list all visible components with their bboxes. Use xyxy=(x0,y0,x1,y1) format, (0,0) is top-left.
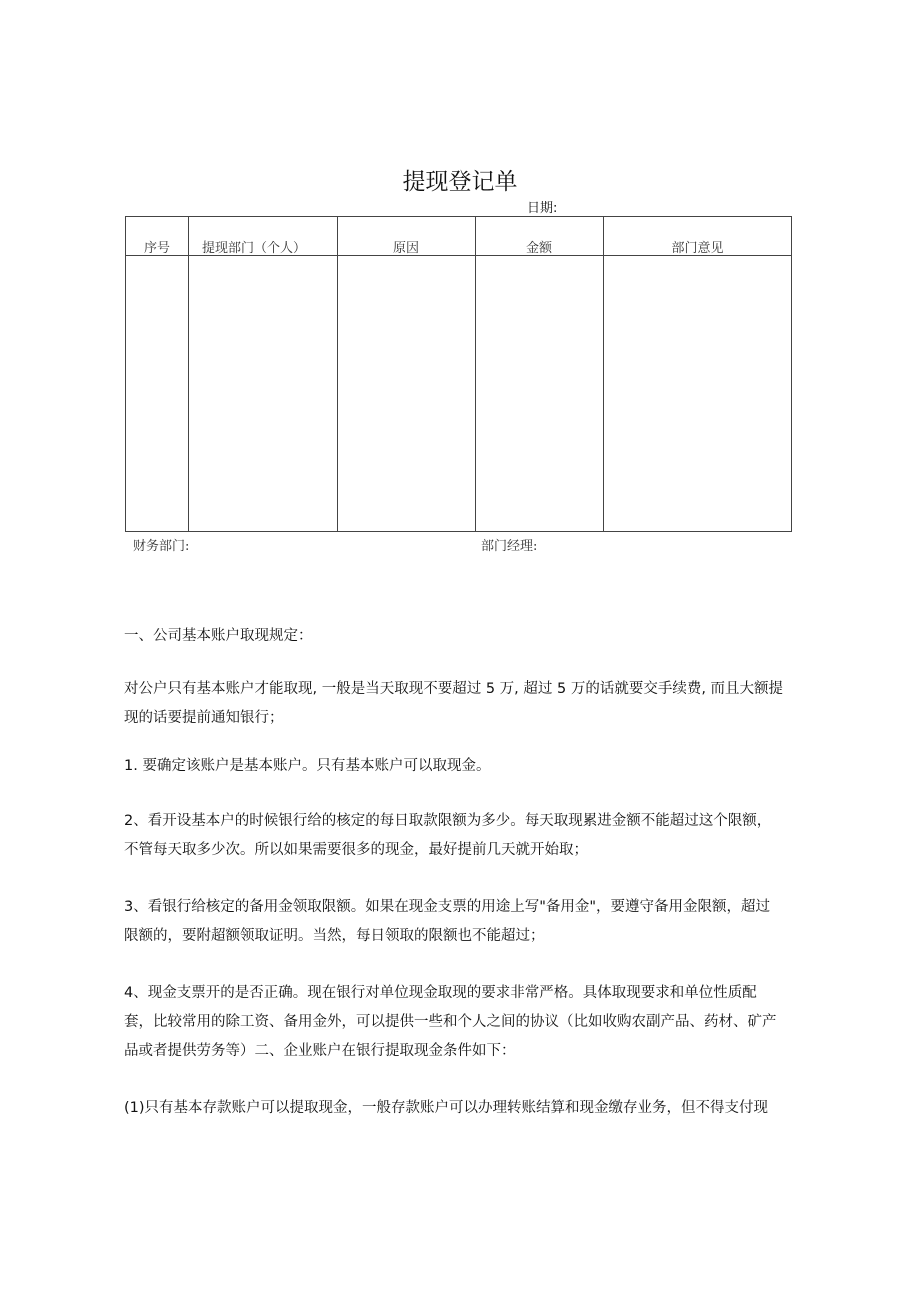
header-amount: 金额 xyxy=(525,241,552,256)
dept-manager-label: 部门经理: xyxy=(481,539,538,554)
header-department: 提现部门（个人） xyxy=(202,241,307,256)
text-line: 套，比较常用的除工资、备用金外，可以提供一些和个人之间的协议（比如收购农副产品、药材、矿产 xyxy=(124,1014,777,1030)
section-heading xyxy=(124,622,313,651)
header-serial: 序号 xyxy=(143,241,170,256)
registration-table xyxy=(125,216,792,532)
text-line: 2、看开设基本户的时候银行给的核定的每日取款限额为多少。每天取现累进金额不能超过这个限额， xyxy=(124,813,772,829)
column-divider xyxy=(337,217,338,531)
column-divider xyxy=(188,217,189,531)
column-divider xyxy=(475,217,476,531)
text-line: 1. 要确定该账户是基本账户。只有基本账户可以取现金。 xyxy=(124,758,491,774)
text-line: 限额的，要附超额领取证明。当然，每日领取的限额也不能超过； xyxy=(124,928,545,944)
paragraph-item-2 xyxy=(124,807,771,865)
paragraph-condition-1 xyxy=(124,1094,768,1123)
column-divider xyxy=(603,217,604,531)
text-line: 不管每天取多少次。所以如果需要很多的现金，最好提前几天就开始取； xyxy=(124,842,588,858)
header-opinion: 部门意见 xyxy=(671,241,724,256)
date-label: 日期: xyxy=(527,201,558,216)
finance-dept-label: 财务部门: xyxy=(133,539,190,554)
document-title: 提现登记单 xyxy=(402,169,518,195)
text-line: 品或者提供劳务等）二、企业账户在银行提取现金条件如下： xyxy=(124,1043,516,1059)
text-line: 4、现金支票开的是否正确。现在银行对单位现金取现的要求非常严格。具体取现要求和单位性质配 xyxy=(124,985,757,1001)
header-reason: 原因 xyxy=(392,241,419,256)
text-line: 一、公司基本账户取现规定： xyxy=(124,628,313,644)
paragraph-intro xyxy=(124,675,783,733)
text-line: (1)只有基本存款账户可以提取现金，一般存款账户可以办理转账结算和现金缴存业务，但不得支付现 xyxy=(124,1100,769,1116)
paragraph-item-3 xyxy=(124,893,770,951)
paragraph-item-1 xyxy=(124,752,490,781)
text-line: 3、看银行给核定的备用金领取限额。如果在现金支票的用途上写"备用金"，要遵守备用金限额，超过 xyxy=(124,899,771,915)
text-line: 对公户只有基本账户才能取现, 一般是当天取现不要超过 5 万, 超过 5 万的话就要交手续费, 而且大额提 xyxy=(124,681,784,697)
text-line: 现的话要提前通知银行； xyxy=(124,710,284,726)
paragraph-item-4 xyxy=(124,979,777,1066)
